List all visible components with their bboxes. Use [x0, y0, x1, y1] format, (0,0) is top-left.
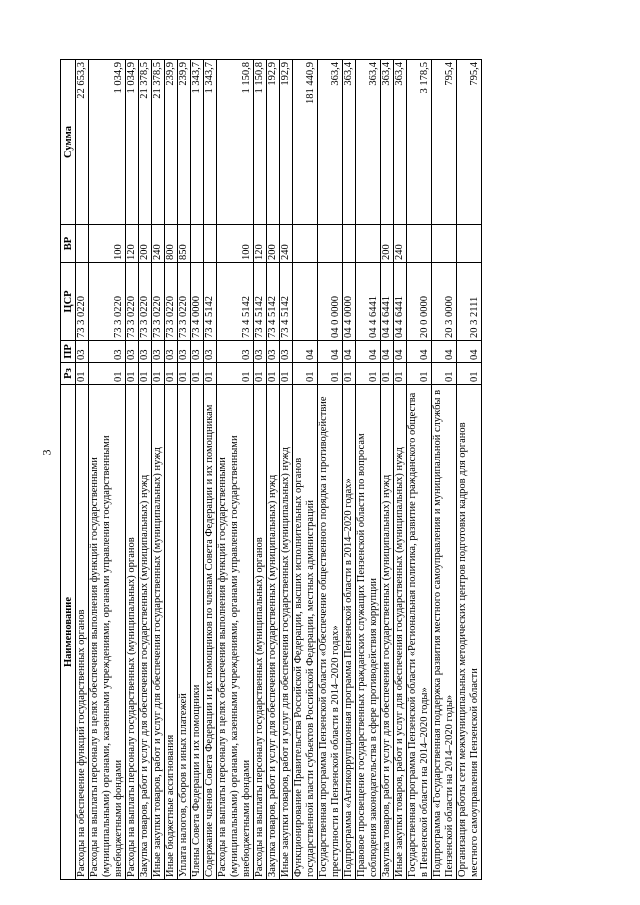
cell-name: Расходы на выплаты персоналу в целях обеспечения выполнения функций государственными (муниципальными) органами, казенными учреждениями, органами управления государственными внебюджетными фондами [89, 385, 126, 880]
table-row [457, 60, 482, 880]
cell-vr [318, 225, 343, 263]
cell-name: Члены Совета Федерации и их помощники [191, 385, 204, 880]
cell-rz: 01 [343, 363, 356, 385]
cell-csr: 73 4 5142 [280, 263, 293, 341]
cell-sum: 1 034,9 [89, 60, 126, 225]
cell-rz: 01 [191, 363, 204, 385]
cell-sum: 363,4 [394, 60, 407, 225]
cell-rz: 01 [407, 363, 432, 385]
cell-name: Подпрограмма «Антикоррупционная программа Пензенской области в 2014–2020 годах» [343, 385, 356, 880]
cell-vr: 800 [165, 225, 178, 263]
cell-sum: 1 150,8 [217, 60, 254, 225]
cell-name: Закупка товаров, работ и услуг для обеспечения государственных (муниципальных) нужд [267, 385, 280, 880]
cell-sum: 363,4 [343, 60, 356, 225]
cell-vr: 240 [152, 225, 165, 263]
cell-sum: 363,4 [318, 60, 343, 225]
cell-name: Правовое просвещение государственных гражданских служащих Пензенской области по вопросам соблюдения законодательства в сфере противодействия коррупции [356, 385, 381, 880]
cell-csr [293, 263, 318, 341]
cell-pr: 03 [152, 341, 165, 363]
rotated-table-container [60, 60, 590, 880]
cell-rz: 01 [356, 363, 381, 385]
cell-name: Государственная программа Пензенской области «Обеспечение общественного порядка и противодействие преступности в Пензенской области в 2014–2020 годах» [318, 385, 343, 880]
cell-name: Иные бюджетные ассигнования [165, 385, 178, 880]
cell-pr: 03 [267, 341, 280, 363]
cell-sum: 22 653,3 [76, 60, 89, 225]
cell-pr: 03 [126, 341, 139, 363]
cell-csr: 73 3 0220 [89, 263, 126, 341]
cell-pr: 03 [191, 341, 204, 363]
cell-pr: 03 [139, 341, 152, 363]
cell-vr: 200 [267, 225, 280, 263]
cell-pr: 03 [280, 341, 293, 363]
cell-name: Расходы на выплаты персоналу в целях обеспечения выполнения функций государственными (муниципальными) органами, казенными учреждениями, органами управления государственными внебюджетными фондами [217, 385, 254, 880]
cell-name: Содержание членов Совета Федерации и их помощников по членам Совета Федерации и их помощникам [204, 385, 217, 880]
cell-csr: 04 4 6441 [394, 263, 407, 341]
cell-sum: 21 378,5 [152, 60, 165, 225]
cell-pr: 03 [165, 341, 178, 363]
cell-vr [293, 225, 318, 263]
table-row [152, 60, 165, 880]
cell-sum: 239,9 [165, 60, 178, 225]
header-csr: ЦСР [61, 263, 76, 341]
budget-table [60, 59, 482, 880]
cell-vr: 120 [254, 225, 267, 263]
cell-vr: 240 [280, 225, 293, 263]
cell-csr: 04 4 6441 [381, 263, 394, 341]
cell-rz: 01 [152, 363, 165, 385]
cell-vr [343, 225, 356, 263]
cell-vr: 100 [217, 225, 254, 263]
cell-vr [432, 225, 457, 263]
cell-sum: 1 343,7 [204, 60, 217, 225]
table-row [381, 60, 394, 880]
cell-vr [356, 225, 381, 263]
cell-csr: 73 4 5142 [254, 263, 267, 341]
table-row [394, 60, 407, 880]
cell-sum: 1 150,8 [254, 60, 267, 225]
cell-vr: 200 [139, 225, 152, 263]
cell-rz: 01 [394, 363, 407, 385]
table-row [76, 60, 89, 880]
cell-csr: 20 3 0000 [432, 263, 457, 341]
cell-sum: 1 343,7 [191, 60, 204, 225]
cell-name: Иные закупки товаров, работ и услуг для обеспечения государственных (муниципальных) нужд [394, 385, 407, 880]
cell-vr: 120 [126, 225, 139, 263]
cell-rz: 01 [165, 363, 178, 385]
cell-rz: 01 [89, 363, 126, 385]
cell-name: Расходы на выплаты персоналу государственных (муниципальных) органов [126, 385, 139, 880]
cell-rz: 01 [204, 363, 217, 385]
table-body [76, 60, 482, 880]
cell-name: Закупка товаров, работ и услуг для обеспечения государственных (муниципальных) нужд [381, 385, 394, 880]
cell-vr: 850 [178, 225, 191, 263]
cell-name: Иные закупки товаров, работ и услуг для обеспечения государственных (муниципальных) нужд [280, 385, 293, 880]
cell-csr: 04 4 6441 [356, 263, 381, 341]
cell-rz: 01 [457, 363, 482, 385]
cell-name: Подпрограмма «Государственная поддержка развития местного самоуправления и муниципальной службы в Пензенской области на 2014–2020 годы» [432, 385, 457, 880]
cell-sum: 192,9 [267, 60, 280, 225]
cell-rz: 01 [126, 363, 139, 385]
cell-pr: 03 [76, 341, 89, 363]
cell-vr [457, 225, 482, 263]
cell-vr [407, 225, 432, 263]
cell-sum: 239,9 [178, 60, 191, 225]
cell-rz: 01 [178, 363, 191, 385]
cell-name: Иные закупки товаров, работ и услуг для обеспечения государственных (муниципальных) нужд [152, 385, 165, 880]
cell-pr: 04 [343, 341, 356, 363]
cell-name: Закупка товаров, работ и услуг для обеспечения государственных (муниципальных) нужд [139, 385, 152, 880]
table-header-row [61, 60, 76, 880]
cell-name: Расходы на выплаты персоналу государственных (муниципальных) органов [254, 385, 267, 880]
page-number: 3 [39, 449, 54, 456]
cell-csr: 73 3 0220 [139, 263, 152, 341]
table-row [126, 60, 139, 880]
cell-rz: 01 [318, 363, 343, 385]
cell-sum: 3 178,5 [407, 60, 432, 225]
header-pr: ПР [61, 341, 76, 363]
cell-pr: 03 [89, 341, 126, 363]
cell-csr: 73 4 0000 [191, 263, 204, 341]
cell-vr [191, 225, 204, 263]
cell-csr: 73 3 0220 [76, 263, 89, 341]
cell-rz: 01 [432, 363, 457, 385]
header-sum: Сумма [61, 60, 76, 225]
cell-pr: 04 [432, 341, 457, 363]
cell-pr: 04 [457, 341, 482, 363]
cell-pr: 04 [356, 341, 381, 363]
table-row [139, 60, 152, 880]
cell-name: Организация работы сети межмуниципальных методических центров подготовки кадров для органов местного самоуправления Пензенской области [457, 385, 482, 880]
table-row [407, 60, 432, 880]
cell-vr [204, 225, 217, 263]
table-row [267, 60, 280, 880]
cell-pr: 04 [381, 341, 394, 363]
table-row [204, 60, 217, 880]
cell-rz: 01 [267, 363, 280, 385]
cell-csr: 73 3 0220 [165, 263, 178, 341]
table-row [178, 60, 191, 880]
cell-name: Расходы на обеспечение функций государственных органов [76, 385, 89, 880]
table-row [254, 60, 267, 880]
cell-sum: 795,4 [457, 60, 482, 225]
cell-rz: 01 [139, 363, 152, 385]
cell-vr: 100 [89, 225, 126, 263]
cell-pr: 04 [407, 341, 432, 363]
table-row [432, 60, 457, 880]
table-row [217, 60, 254, 880]
cell-pr: 03 [204, 341, 217, 363]
cell-sum: 795,4 [432, 60, 457, 225]
cell-pr: 04 [394, 341, 407, 363]
cell-pr: 03 [217, 341, 254, 363]
table-row [318, 60, 343, 880]
cell-sum: 21 378,5 [139, 60, 152, 225]
cell-pr: 04 [293, 341, 318, 363]
table-row [89, 60, 126, 880]
cell-vr [76, 225, 89, 263]
cell-sum: 181 440,9 [293, 60, 318, 225]
cell-rz: 01 [280, 363, 293, 385]
cell-name: Функционирование Правительства Российской Федерации, высших исполнительных органов государственной власти субъектов Российской Федерации, местных администраций [293, 385, 318, 880]
table-row [293, 60, 318, 880]
table-row [356, 60, 381, 880]
header-name: Наименование [61, 385, 76, 880]
cell-name: Уплата налогов, сборов и иных платежей [178, 385, 191, 880]
cell-csr: 04 4 0000 [343, 263, 356, 341]
cell-csr: 73 3 0220 [178, 263, 191, 341]
table-row [280, 60, 293, 880]
cell-rz: 01 [254, 363, 267, 385]
cell-rz: 01 [217, 363, 254, 385]
cell-pr: 03 [178, 341, 191, 363]
cell-pr: 03 [254, 341, 267, 363]
table-row [343, 60, 356, 880]
cell-csr: 20 0 0000 [407, 263, 432, 341]
cell-csr: 73 3 0220 [126, 263, 139, 341]
cell-csr: 73 4 5142 [217, 263, 254, 341]
cell-rz: 01 [76, 363, 89, 385]
cell-pr: 04 [318, 341, 343, 363]
cell-sum: 363,4 [356, 60, 381, 225]
cell-csr: 73 3 0220 [152, 263, 165, 341]
cell-sum: 363,4 [381, 60, 394, 225]
header-vr: ВР [61, 225, 76, 263]
cell-rz: 01 [293, 363, 318, 385]
cell-rz: 01 [381, 363, 394, 385]
cell-sum: 1 034,9 [126, 60, 139, 225]
cell-name: Государственная программа Пензенской области «Региональная политика, развитие гражданского общества в Пензенской области на 2014–2020 годы» [407, 385, 432, 880]
cell-csr: 04 0 0000 [318, 263, 343, 341]
table-row [191, 60, 204, 880]
cell-sum: 192,9 [280, 60, 293, 225]
cell-csr: 73 4 5142 [204, 263, 217, 341]
header-rz: Рз [61, 363, 76, 385]
cell-csr: 73 4 5142 [267, 263, 280, 341]
cell-vr: 200 [381, 225, 394, 263]
table-row [165, 60, 178, 880]
cell-csr: 20 3 2111 [457, 263, 482, 341]
cell-vr: 240 [394, 225, 407, 263]
